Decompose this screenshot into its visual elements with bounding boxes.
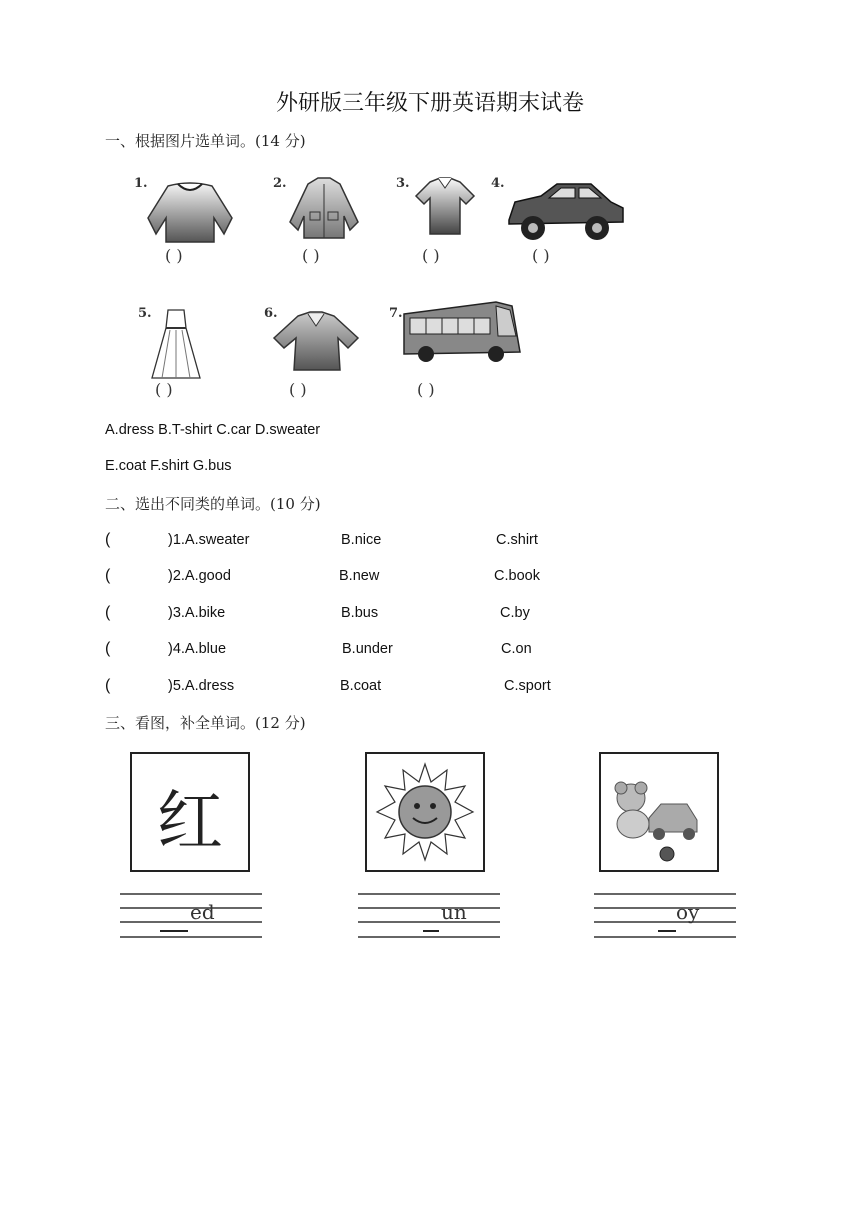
blank-underline-2[interactable] xyxy=(423,930,439,932)
q5-open-paren[interactable]: ( xyxy=(105,677,111,694)
picture-box-red xyxy=(130,752,250,872)
fill-word-2: un xyxy=(441,900,467,924)
sweater-icon xyxy=(140,176,240,248)
q5-option-a: )5.A.dress xyxy=(168,678,235,694)
options-line-2: E.coat F.shirt G.bus xyxy=(105,458,232,474)
q3-option-a: )3.A.bike xyxy=(168,605,226,621)
toy-icon xyxy=(601,754,717,870)
options-line-1: A.dress B.T-shirt C.car D.sweater xyxy=(105,422,321,438)
car-icon xyxy=(505,176,627,246)
dress-icon xyxy=(148,306,204,380)
item5-number: 5. xyxy=(138,306,152,321)
page-title: 外研版三年级下册英语期末试卷 xyxy=(275,91,584,116)
q4-option-a: )4.A.blue xyxy=(168,641,227,657)
q2-option-a: )2.A.good xyxy=(168,568,231,584)
q4-option-c: C.on xyxy=(501,641,532,657)
q2-option-b: B.new xyxy=(339,568,380,584)
q2-open-paren[interactable]: ( xyxy=(105,567,111,584)
item1-answer-blank[interactable]: ( ) xyxy=(165,246,183,265)
q5-option-c: C.sport xyxy=(504,678,551,694)
q5-option-b: B.coat xyxy=(340,678,382,694)
sun-icon xyxy=(367,754,483,870)
shirt-icon xyxy=(410,174,480,238)
writing-lines-3 xyxy=(594,892,736,942)
writing-lines-2 xyxy=(358,892,500,942)
q3-option-b: B.bus xyxy=(341,605,379,621)
q1-option-a: )1.A.sweater xyxy=(168,532,250,548)
q2-option-c: C.book xyxy=(494,568,540,584)
bus-icon xyxy=(400,296,522,366)
q1-option-b: B.nice xyxy=(341,532,382,548)
fill-word-1: ed xyxy=(190,900,215,924)
item7-answer-blank[interactable]: ( ) xyxy=(417,380,435,399)
jacket-icon xyxy=(268,308,364,374)
item2-answer-blank[interactable]: ( ) xyxy=(302,246,320,265)
item6-number: 6. xyxy=(264,306,278,321)
blank-underline-1[interactable] xyxy=(160,930,188,932)
q4-open-paren[interactable]: ( xyxy=(105,640,111,657)
q3-option-c: C.by xyxy=(500,605,530,621)
item5-answer-blank[interactable]: ( ) xyxy=(155,380,173,399)
item3-answer-blank[interactable]: ( ) xyxy=(422,246,440,265)
q4-option-b: B.under xyxy=(342,641,393,657)
item7-number: 7. xyxy=(389,306,403,321)
item3-number: 3. xyxy=(396,176,410,191)
section1-heading: 一、根据图片选单词。(14 分) xyxy=(105,132,306,150)
item4-answer-blank[interactable]: ( ) xyxy=(532,246,550,265)
section2-heading: 二、选出不同类的单词。(10 分) xyxy=(105,495,321,513)
blank-underline-3[interactable] xyxy=(658,930,676,932)
q3-open-paren[interactable]: ( xyxy=(105,604,111,621)
item4-number: 4. xyxy=(491,176,505,191)
item6-answer-blank[interactable]: ( ) xyxy=(289,380,307,399)
section3-heading: 三、看图，补全单词。(12 分) xyxy=(105,714,306,732)
q1-open-paren[interactable]: ( xyxy=(105,531,111,548)
fill-word-3: oy xyxy=(676,900,700,924)
red-character-icon: 红 xyxy=(157,783,223,860)
picture-box-toy xyxy=(599,752,719,872)
picture-box-sun xyxy=(365,752,485,872)
q1-option-c: C.shirt xyxy=(496,532,538,548)
coat-icon xyxy=(284,172,364,242)
item1-number: 1. xyxy=(134,176,148,191)
item2-number: 2. xyxy=(273,176,287,191)
